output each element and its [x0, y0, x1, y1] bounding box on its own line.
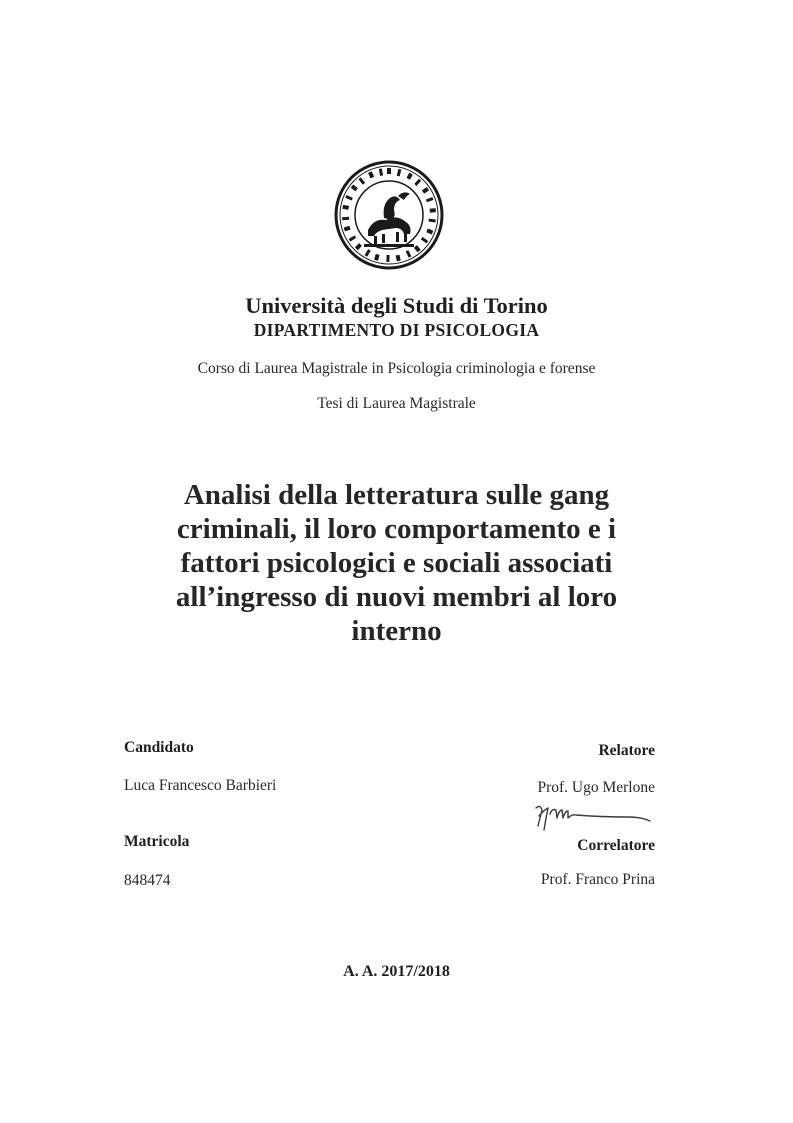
- candidate-name: Luca Francesco Barbieri: [124, 777, 277, 794]
- title-line: Analisi della letteratura sulle gang: [183, 479, 610, 511]
- department-name: DIPARTIMENTO DI PSICOLOGIA: [253, 320, 540, 340]
- thesis-type: Tesi di Laurea Magistrale: [317, 395, 476, 412]
- supervisor-name: Prof. Ugo Merlone: [537, 779, 655, 796]
- supervisor-label: Relatore: [598, 742, 655, 759]
- handwritten-signature-icon: [530, 800, 655, 834]
- degree-course: Corso di Laurea Magistrale in Psicologia criminologia e forense: [197, 360, 596, 377]
- thesis-title: [120, 478, 673, 648]
- co-supervisor-name: Prof. Franco Prina: [540, 871, 655, 888]
- academic-year: A. A. 2017/2018: [343, 963, 450, 980]
- candidate-label: Candidato: [124, 739, 194, 756]
- university-name: Università degli Studi di Torino: [245, 293, 548, 318]
- student-id-value: 848474: [124, 872, 171, 889]
- title-line: criminali, il loro comportamento e i: [176, 513, 617, 545]
- title-line: interno: [351, 615, 442, 647]
- title-line: all’ingresso di nuovi membri al loro: [175, 581, 618, 613]
- university-seal-icon: [334, 160, 444, 270]
- student-id-label: Matricola: [124, 833, 190, 850]
- co-supervisor-label: Correlatore: [577, 837, 655, 854]
- title-line: fattori psicologici e sociali associati: [180, 547, 613, 579]
